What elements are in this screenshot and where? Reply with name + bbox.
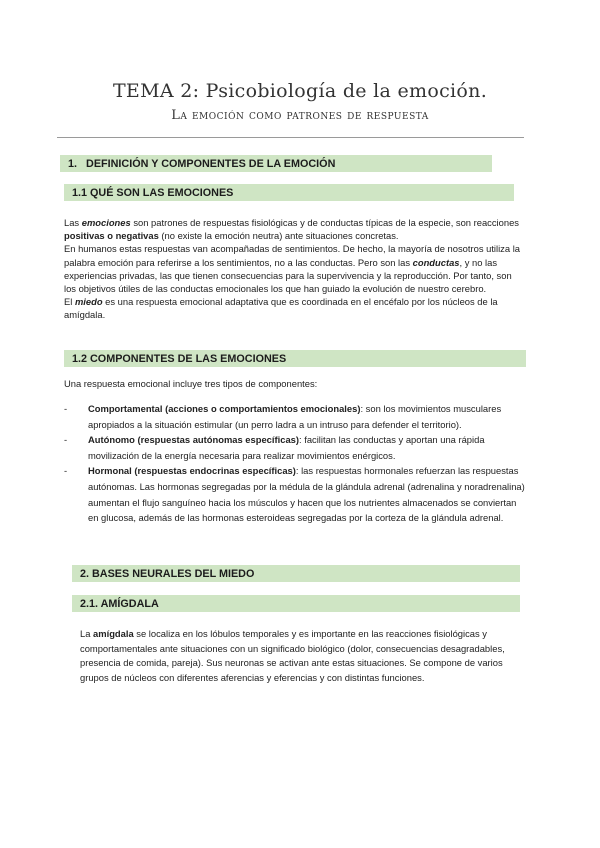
subsection-heading-1-1	[64, 184, 514, 201]
componentes-intro: Una respuesta emocional incluye tres tipos de componentes:	[64, 378, 318, 389]
component-description: : son los movimientos musculares apropiados a la situación estimular (un perro ladra a un intruso para defender el territorio).	[88, 403, 502, 430]
section-heading-2	[72, 565, 520, 582]
section-heading-text: DEFINICIÓN Y COMPONENTES DE LA EMOCIÓN	[86, 157, 336, 170]
componentes-list	[64, 401, 526, 526]
subsection-heading-text: 1.2 COMPONENTES DE LAS EMOCIONES	[72, 352, 287, 365]
subsection-heading-text: 2.1. AMÍGDALA	[80, 597, 159, 610]
list-item: - Autónomo (respuestas autónomas específicas): facilitan las conductas y aportan una rápida movilización de la energía necesaria para realizar movimientos enérgicos.	[64, 434, 485, 461]
list-item: - Comportamental (acciones o comportamientos emocionales): son los movimientos musculares apropiados a la situación estimular (un perro ladra a un intruso para defender el territorio).	[64, 403, 502, 430]
subsection-heading-text: 1.1 QUÉ SON LAS EMOCIONES	[72, 186, 234, 199]
component-description: : facilitan las conductas y aportan una rápida movilización de la energía necesaria para realizar movimientos enérgicos.	[88, 434, 485, 461]
conductas-term: conductas	[412, 256, 460, 268]
section-heading-text: 2. BASES NEURALES DEL MIEDO	[80, 567, 255, 580]
amigdala-term: amígdala	[93, 628, 134, 639]
emociones-paragraph-2: En humanos estas respuestas van acompañadas de sentimientos. De hecho, la mayoría de nosotros utiliza la palabra emoción para referirse a los sentimientos, no a las conductas. Pero son las conductas, y no las experiencias privadas, las que tienen consecuencias para la supervivencia y la reproducción. Por tanto, son los objetivos útiles de las conductas emocionales los que han guiado la evolución de nuestro cerebro.	[64, 243, 520, 295]
list-item: - Hormonal (respuestas endocrinas específicas): las respuestas hormonales refuerzan las respuestas autónomas. Las hormonas segregadas por la médula de la glándula adrenal (adrenalina y noradrenalina) aumentan el flujo sanguíneo hacia los músculos y hacen que los nutrientes almacenados se conviertan en glucosa, además de las hormonas esteroideas segregadas por la corteza de la glándula adrenal.	[64, 465, 525, 524]
component-name: Comportamental (acciones o comportamientos emocionales)	[88, 403, 361, 414]
subsection-heading-1-2	[64, 350, 526, 367]
emociones-paragraph-3: El miedo es una respuesta emocional adaptativa que es coordinada en el encéfalo por los núcleos de la amígdala.	[64, 296, 498, 321]
component-description: : las respuestas hormonales refuerzan las respuestas autónomas. Las hormonas segregadas por la médula de la glándula adrenal (adrenalina y noradrenalina) aumentan el flujo sanguíneo hacia los músculos y hacen que los nutrientes almacenados se conviertan en glucosa, además de las hormonas esteroideas segregadas por la corteza de la glándula adrenal.	[88, 465, 525, 524]
emociones-paragraphs	[64, 216, 526, 322]
section-heading-1	[60, 155, 492, 172]
emociones-term: emociones	[81, 217, 131, 228]
document-title: TEMA 2: Psicobiología de la emoción.	[112, 80, 488, 102]
component-name: Autónomo (respuestas autónomas específicas)	[88, 434, 299, 446]
miedo-term: miedo	[74, 296, 103, 308]
title-divider	[57, 137, 524, 138]
component-name: Hormonal (respuestas endocrinas específicas)	[88, 465, 296, 477]
document-subtitle: La emoción como patrones de respuesta	[171, 108, 429, 123]
subsection-heading-2-1	[72, 595, 520, 612]
section-number: 1.	[68, 157, 78, 170]
amigdala-paragraph: La amígdala se localiza en los lóbulos temporales y es importante en las reacciones fisiológicas y comportamentales ante situaciones con un significado biológico (dolor, consecuencias desagradables, presencia de comida, pareja). Sus neuronas se activan ante estas situaciones. Se compone de varios grupos de núcleos con diferentes aferencias y eferencias y con distintas funciones.	[80, 628, 505, 683]
emociones-paragraph-1: Las emociones son patrones de respuestas fisiológicas y de conductas típicas de la especie, son reacciones positivas o negativas (no existe la emoción neutra) ante situaciones concretas.	[64, 217, 519, 242]
positivas-negativas-term: positivas o negativas	[64, 230, 159, 242]
